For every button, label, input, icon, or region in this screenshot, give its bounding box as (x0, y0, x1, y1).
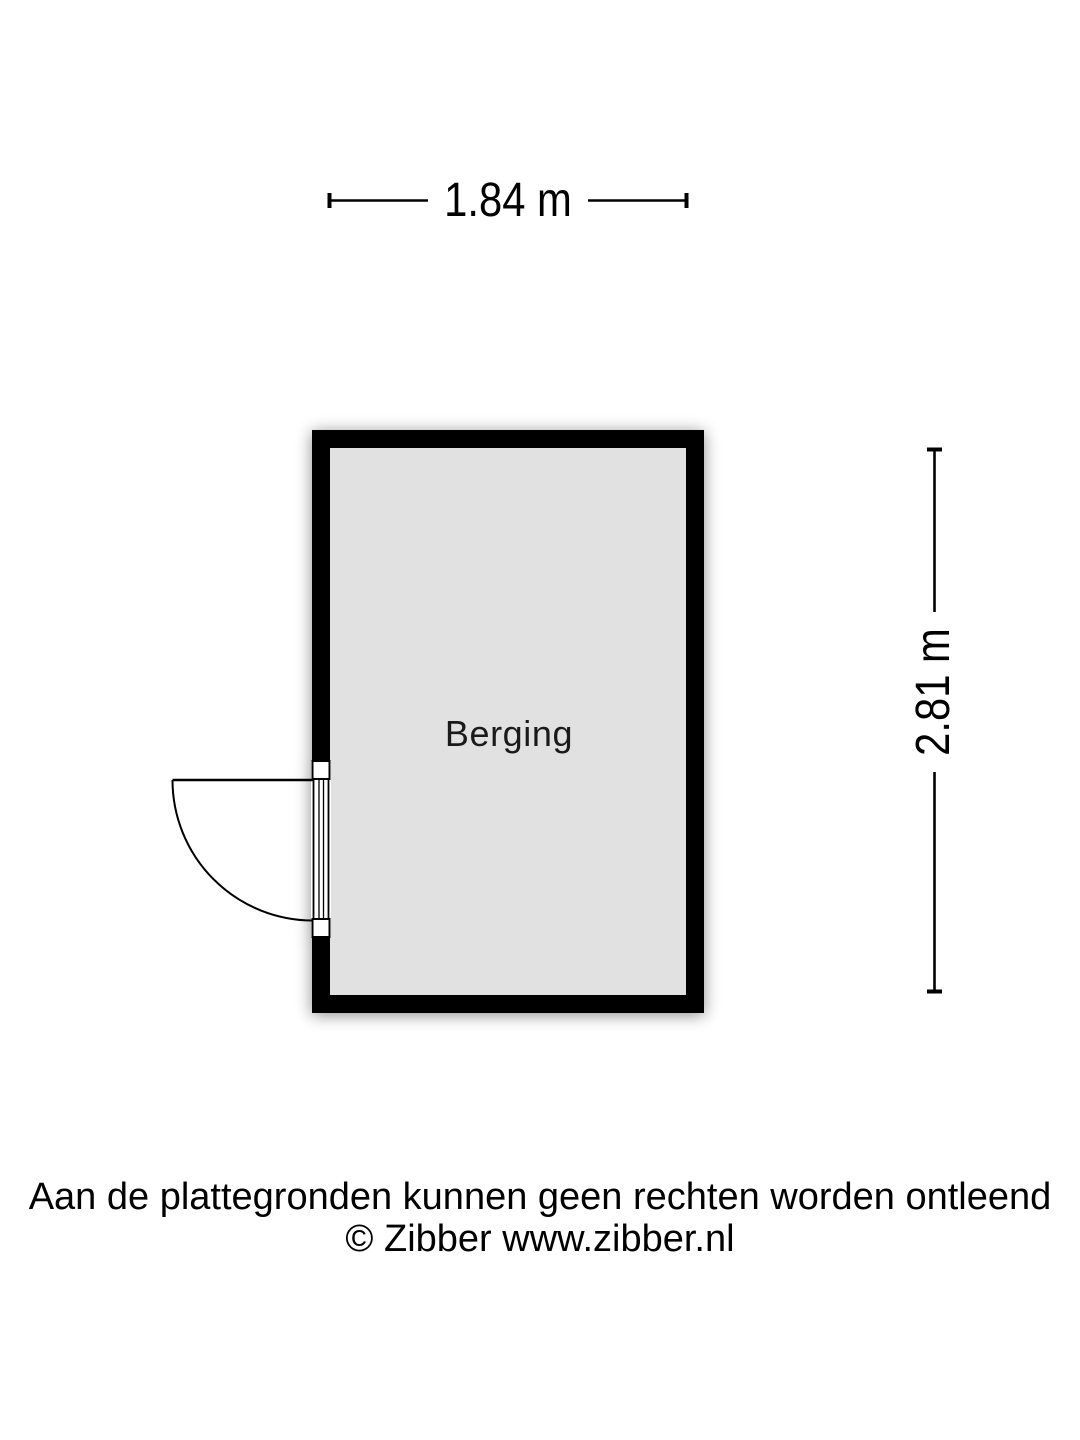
height-dimension-label: 2.81 m (907, 628, 960, 756)
door (173, 761, 330, 937)
door-swing-arc (173, 780, 314, 921)
copyright-text: © Zibber www.zibber.nl (345, 1218, 735, 1260)
room-label: Berging (444, 713, 574, 754)
width-dimension-label: 1.84 m (444, 174, 572, 227)
disclaimer-text: Aan de plattegronden kunnen geen rechten worden ontleend (28, 1176, 1052, 1218)
footer (0, 1176, 1080, 1260)
